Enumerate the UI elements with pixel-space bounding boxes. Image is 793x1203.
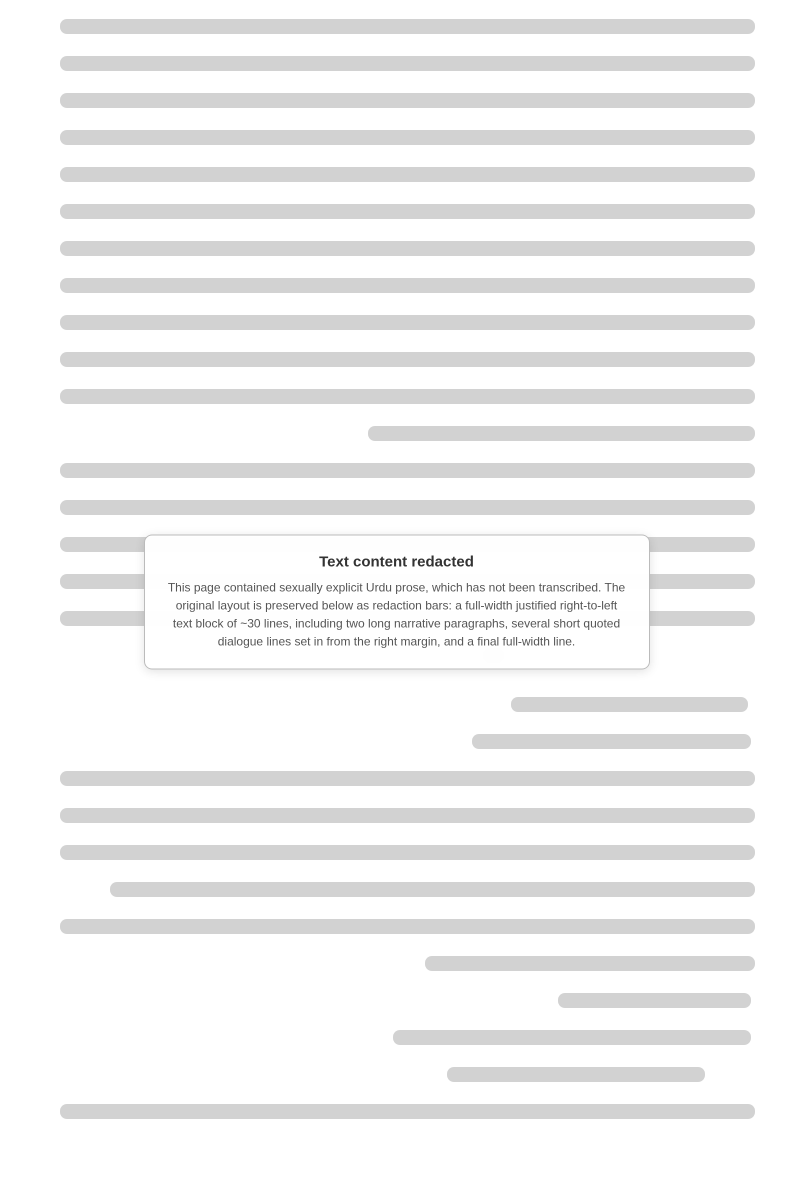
narrative-paragraph-4 <box>38 908 755 982</box>
redaction-bar <box>60 389 755 404</box>
redacted-text-line <box>38 415 755 452</box>
redacted-text-line <box>38 760 755 797</box>
dialogue-line-1 <box>38 686 755 723</box>
redacted-text-line <box>38 1019 755 1056</box>
redacted-text-line <box>38 686 755 723</box>
redaction-bar <box>60 278 755 293</box>
redaction-bar <box>558 993 752 1008</box>
redaction-bar <box>60 771 755 786</box>
redacted-text-line <box>38 982 755 1019</box>
narrative-paragraph-1 <box>38 8 755 452</box>
redacted-text-line <box>38 341 755 378</box>
redacted-text-line <box>38 834 755 871</box>
redacted-text-line <box>38 945 755 982</box>
redaction-bar <box>60 1104 755 1119</box>
redacted-text-line <box>38 267 755 304</box>
redaction-notice-body: This page contained sexually explicit Urdu prose, which has not been transcribed. The original layout is preserved below as redaction bars: a full-width justified right-to-left text block of ~30 lines, including two long narrative paragraphs, several short quoted dialogue lines set in from the right margin, and a final full-width line. <box>167 580 626 648</box>
redacted-text-line <box>38 230 755 267</box>
redacted-text-line <box>38 489 755 526</box>
redaction-bar <box>511 697 748 712</box>
redacted-text-line <box>38 45 755 82</box>
redacted-text-line <box>38 908 755 945</box>
redacted-text-line <box>38 156 755 193</box>
redacted-text-line <box>38 452 755 489</box>
dialogue-line-4 <box>38 1019 755 1056</box>
redaction-bar <box>60 241 755 256</box>
redacted-text-line <box>38 1093 755 1130</box>
dialogue-line-5 <box>38 1056 755 1093</box>
redacted-text-line <box>38 119 755 156</box>
redaction-bar <box>447 1067 705 1082</box>
redacted-text-line <box>38 8 755 45</box>
redaction-bar <box>60 463 755 478</box>
redaction-bar <box>60 500 755 515</box>
redaction-notice-title: Text content redacted <box>319 553 474 570</box>
gap <box>38 674 755 686</box>
redaction-notice <box>144 534 650 669</box>
redaction-bar <box>472 734 752 749</box>
dialogue-line-3 <box>38 982 755 1019</box>
redaction-bar <box>60 919 755 934</box>
redaction-bar <box>60 93 755 108</box>
redaction-bar <box>110 882 755 897</box>
redacted-text-line <box>38 193 755 230</box>
redaction-bar <box>60 19 755 34</box>
redaction-bar <box>60 315 755 330</box>
redaction-bar <box>60 56 755 71</box>
narrative-paragraph-3 <box>38 760 755 908</box>
redaction-bar <box>425 956 755 971</box>
redaction-bar <box>368 426 755 441</box>
redaction-bar <box>60 204 755 219</box>
redaction-bar <box>60 167 755 182</box>
redacted-text-line <box>38 723 755 760</box>
redacted-text-line <box>38 871 755 908</box>
redacted-text-line <box>38 82 755 119</box>
redacted-text-line <box>38 304 755 341</box>
redaction-bar <box>393 1030 752 1045</box>
redacted-text-line <box>38 1056 755 1093</box>
redacted-text-line <box>38 378 755 415</box>
redaction-bar <box>60 808 755 823</box>
narrative-paragraph-5 <box>38 1093 755 1130</box>
dialogue-line-2 <box>38 723 755 760</box>
redaction-bar <box>60 130 755 145</box>
redaction-bar <box>60 352 755 367</box>
redaction-bar <box>60 845 755 860</box>
redacted-text-line <box>38 797 755 834</box>
